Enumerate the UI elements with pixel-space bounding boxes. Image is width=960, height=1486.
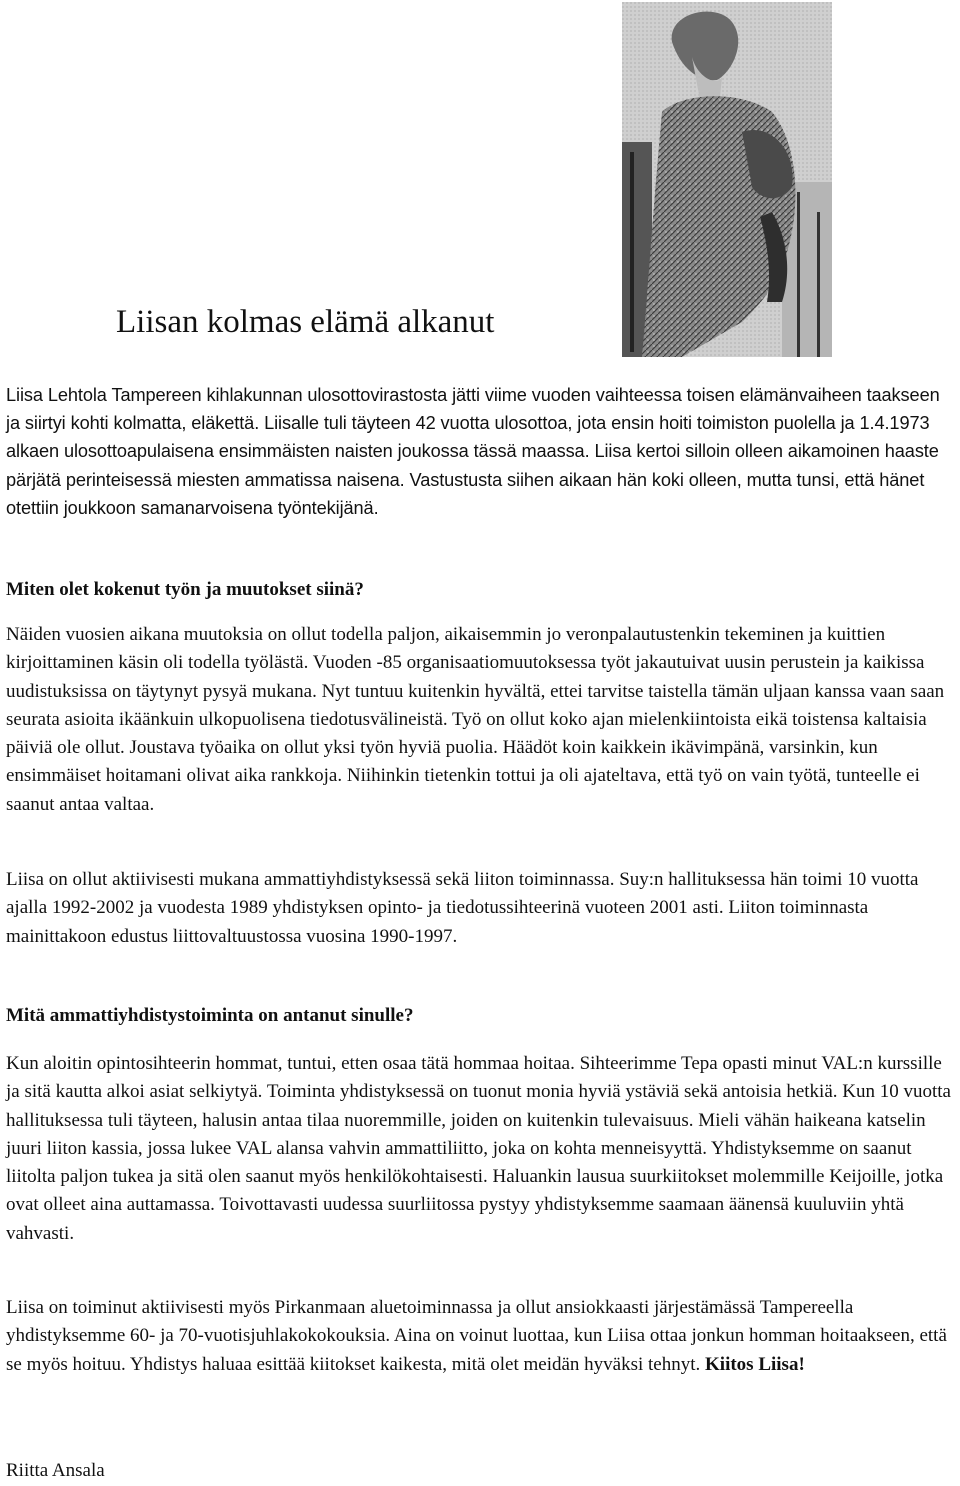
author-signature: Riitta Ansala (6, 1460, 105, 1481)
question-2: Mitä ammattiyhdistystoiminta on antanut sinulle? (6, 1005, 414, 1026)
thanks-text: Kiitos Liisa! (705, 1353, 805, 1375)
answer-2-paragraph: Kun aloitin opintosihteerin hommat, tuntui, etten osaa tätä hommaa hoitaa. Sihteerimme Tepa opasti minut VAL:n kurssille ja sitä kautta alkoi asiat selkiytyä. Toiminta yhdistyksessä on tuonut monia hyviä ystäviä sekä antoisia hetkiä. Kun 10 vuotta hallituksessa tuli täyteen, halusin antaa tilaa nuoremmille, joiden on kuitenkin tulevaisuus. Mieli vähän haikeana katselin juuri liiton kassia, jossa lukee VAL alansa vahvin ammattiliitto, joka on kohta menneisyyttä. Yhdistyksemme on saanut liitolta paljon tukea ja sitä olen saanut myös henkilökohtaisesti. Haluankin lausua suurkiitokset molemmille Keijoille, jotka ovat olleet aina auttamassa. Toivottavasti uudessa suurliitossa pystyy yhdistyksemme saamaan äänensä kuuluviin yhtä vahvasti. (6, 1053, 951, 1244)
intro-paragraph: Liisa Lehtola Tampereen kihlakunnan ulosottovirastosta jätti viime vuoden vaihteessa toisen elämänvaiheen taakseen ja siirtyi kohti kolmatta, eläkettä. Liisalle tuli täyteen 42 vuotta ulosottoa, jota ensin hoiti toimiston puolella ja 1.4.1973 alkaen ulosottoapulaisena ensimmäisten naisten joukossa tässä maassa. Liisa kertoi silloin olleen aikamoinen haaste pärjätä perinteisessä miesten ammatissa naisena. Vastustusta siihen aikaan hän koki olleen, mutta tunsi, että hänet otettiin joukkoon samanarvoisena työntekijänä. (6, 385, 940, 518)
answer-1-paragraph: Näiden vuosien aikana muutoksia on ollut todella paljon, aikaisemmin jo veronpalautustenkin tekeminen ja kuittien kirjoittaminen käsin oli todella työlästä. Vuoden -85 organisaatiomuutoksessa työt jakautuivat uusin perustein ja kaikissa uudistuksissa on täytynyt pysyä mukana. Nyt tuntuu kuitenkin hyvältä, ettei tarvitse taistella tämän uljaan kanssa vaan saan seurata asioita ikäänkuin ulkopuolisena tiedotusvälineistä. Työ on ollut koko ajan mielenkiintoista eikä toistensa kaltaisia päiviä ole ollut. Joustava työaika on ollut yksi työn hyviä puolia. Häädöt koin kaikkein ikävimpänä, varsinkin, kun ensimmäiset hoitamani olivat aika rankkoja. Niihinkin tietenkin tottui ja oli ajateltava, että työ on vain työtä, tunteelle ei saanut antaa valtaa. (6, 624, 945, 815)
question-1: Miten olet kokenut työn ja muutokset siinä? (6, 579, 364, 600)
portrait-photo (622, 2, 832, 357)
article-title: Liisan kolmas elämä alkanut (116, 304, 495, 340)
closing-paragraph (6, 1294, 954, 1379)
involvement-paragraph: Liisa on ollut aktiivisesti mukana ammattiyhdistyksessä sekä liiton toiminnassa. Suy:n hallituksessa hän toimi 10 vuotta ajalla 1992-2002 ja vuodesta 1989 yhdistyksen opinto- ja tiedotussihteerinä vuoteen 2001 asti. Liiton toiminnasta mainittakoon edustus liittovaltuustossa vuosina 1990-1997. (6, 869, 919, 947)
closing-text: Liisa on toiminut aktiivisesti myös Pirkanmaan aluetoiminnassa ja ollut ansiokkaasti järjestämässä Tampereella yhdistyksemme 60- ja 70-vuotisjuhlakokokouksia. Aina on voinut luottaa, kun Liisa ottaa jonkun homman hoitaakseen, että se myös hoituu. Yhdistys haluaa esittää kiitokset kaikesta, mitä olet meidän hyväksi tehnyt. (6, 1297, 947, 1375)
portrait-illustration (622, 2, 832, 357)
